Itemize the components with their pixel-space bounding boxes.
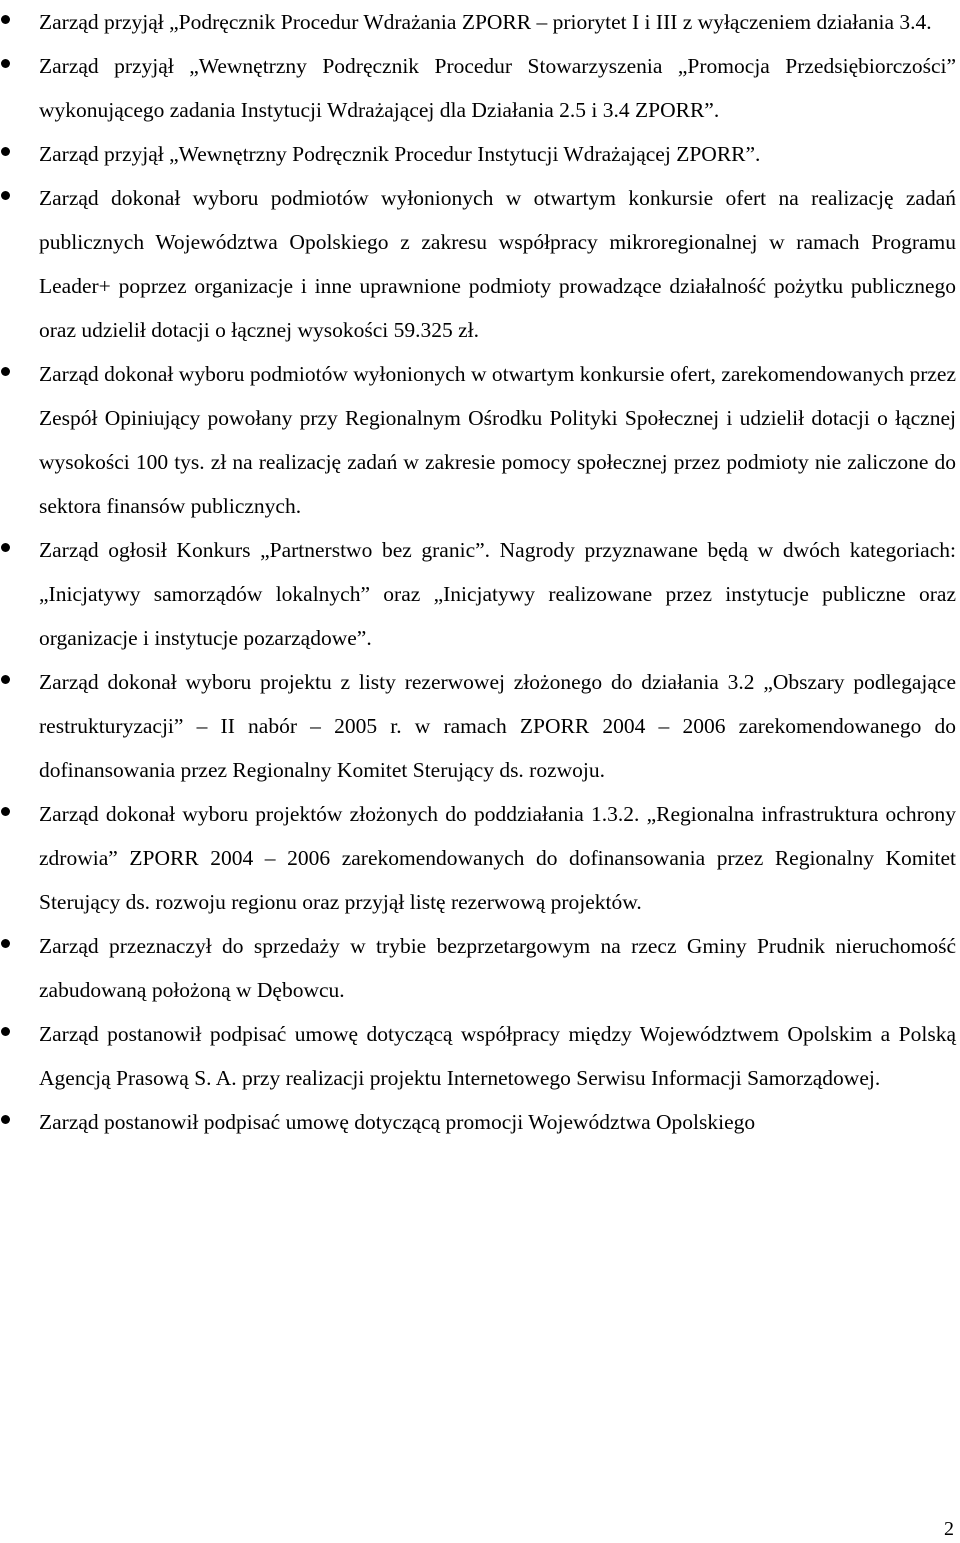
list-item-text: Zarząd przyjął „Wewnętrzny Podręcznik Procedur Instytucji Wdrażającej ZPORR”.	[39, 142, 761, 166]
list-item	[0, 528, 960, 660]
list-item	[0, 176, 960, 352]
list-item	[0, 1100, 960, 1144]
bullet-icon	[1, 807, 10, 816]
list-item-text: Zarząd dokonał wyboru podmiotów wyłonionych w otwartym konkursie ofert na realizację zadań publicznych Województwa Opolskiego z zakresu współpracy mikroregionalnej w ramach Programu Leader+ poprzez organizacje i inne uprawnione podmioty prowadzące działalność pożytku publicznego oraz udzielił dotacji o łącznej wysokości 59.325 zł.	[39, 186, 956, 342]
list-item-text: Zarząd ogłosił Konkurs „Partnerstwo bez granic”. Nagrody przyznawane będą w dwóch kategoriach: „Inicjatywy samorządów lokalnych” oraz „Inicjatywy realizowane przez instytucje publiczne oraz organizacje i instytucje pozarządowe”.	[39, 538, 956, 650]
page-number: 2	[944, 1518, 954, 1540]
bullet-icon	[1, 191, 10, 200]
bullet-icon	[1, 367, 10, 376]
bullet-icon	[1, 939, 10, 948]
bullet-icon	[1, 147, 10, 156]
list-item-text: Zarząd postanowił podpisać umowę dotyczącą promocji Województwa Opolskiego	[39, 1110, 756, 1134]
bullet-icon	[1, 59, 10, 68]
list-item-text: Zarząd dokonał wyboru projektów złożonych do poddziałania 1.3.2. „Regionalna infrastruktura ochrony zdrowia” ZPORR 2004 – 2006 zarekomendowanych do dofinansowania przez Regionalny Komitet Sterujący ds. rozwoju regionu oraz przyjął listę rezerwową projektów.	[39, 802, 956, 914]
list-item	[0, 132, 960, 176]
list-item-text: Zarząd dokonał wyboru podmiotów wyłonionych w otwartym konkursie ofert, zarekomendowanych przez Zespół Opiniujący powołany przy Regionalnym Ośrodku Polityki Społecznej i udzielił dotacji o łącznej wysokości 100 tys. zł na realizację zadań w zakresie pomocy społecznej przez podmioty nie zaliczone do sektora finansów publicznych.	[39, 362, 956, 518]
list-item-text: Zarząd przeznaczył do sprzedaży w trybie bezprzetargowym na rzecz Gminy Prudnik nieruchomość zabudowaną położoną w Dębowcu.	[39, 934, 956, 1002]
list-item-text: Zarząd postanowił podpisać umowę dotyczącą współpracy między Województwem Opolskim a Polską Agencją Prasową S. A. przy realizacji projektu Internetowego Serwisu Informacji Samorządowej.	[39, 1022, 956, 1090]
list-item	[0, 660, 960, 792]
list-item	[0, 0, 960, 44]
list-item	[0, 44, 960, 132]
bullet-icon	[1, 15, 10, 24]
list-item	[0, 792, 960, 924]
bullet-icon	[1, 543, 10, 552]
list-item	[0, 924, 960, 1012]
list-item-text: Zarząd dokonał wyboru projektu z listy rezerwowej złożonego do działania 3.2 „Obszary podlegające restrukturyzacji” – II nabór – 2005 r. w ramach ZPORR 2004 – 2006 zarekomendowanego do dofinansowania przez Regionalny Komitet Sterujący ds. rozwoju.	[39, 670, 956, 782]
bullet-icon	[1, 675, 10, 684]
list-item	[0, 1012, 960, 1100]
bullet-icon	[1, 1115, 10, 1124]
list-item	[0, 352, 960, 528]
list-item-text: Zarząd przyjął „Podręcznik Procedur Wdrażania ZPORR – priorytet I i III z wyłączeniem działania 3.4.	[39, 10, 932, 34]
bullet-icon	[1, 1027, 10, 1036]
list-item-text: Zarząd przyjął „Wewnętrzny Podręcznik Procedur Stowarzyszenia „Promocja Przedsiębiorczości” wykonującego zadania Instytucji Wdrażającej dla Działania 2.5 i 3.4 ZPORR”.	[39, 54, 956, 122]
